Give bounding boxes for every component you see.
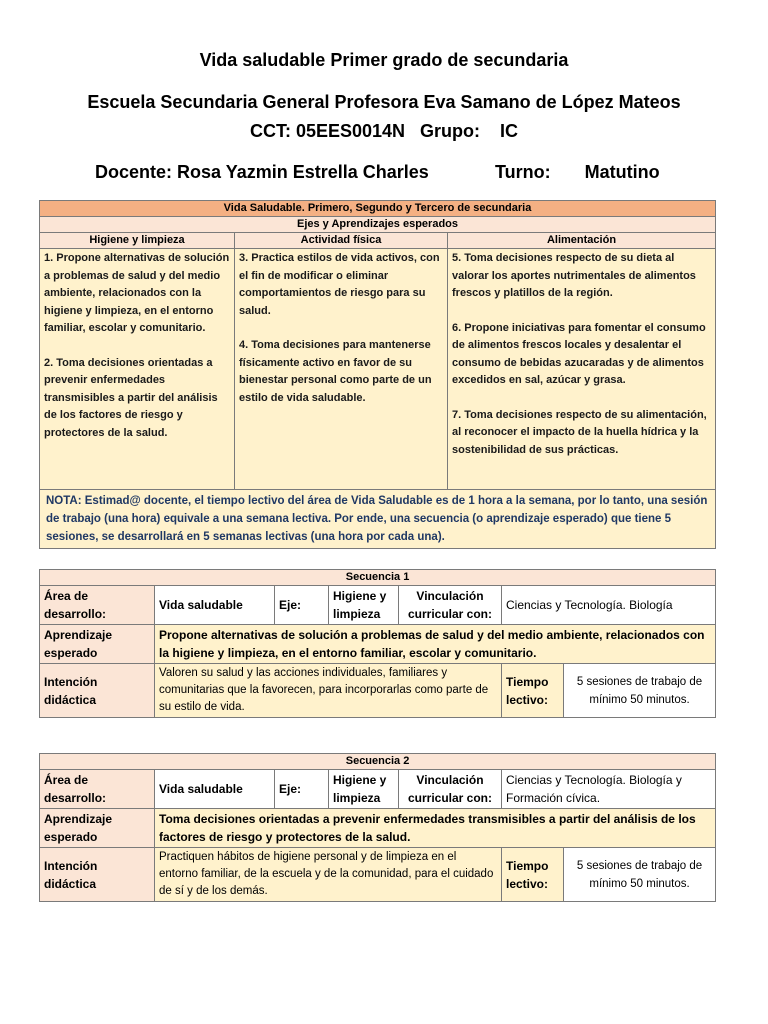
actividad-cell bbox=[235, 249, 448, 490]
aprendizaje-label: Aprendizaje esperado bbox=[40, 809, 155, 848]
area-label: Área de desarrollo: bbox=[40, 586, 155, 625]
turno-line bbox=[495, 162, 660, 183]
intencion-label: Intención didáctica bbox=[40, 848, 155, 902]
overview-title: Vida Saludable. Primero, Segundo y Tercero de secundaria bbox=[40, 201, 716, 217]
overview-table bbox=[39, 200, 716, 549]
higiene-cell bbox=[40, 249, 235, 490]
intencion-value: Valoren su salud y las acciones individuales, familiares y comunitarias que la favorecen, para incorporarlas como parte de su estilo de vida. bbox=[155, 664, 502, 718]
secuencia-title: Secuencia 1 bbox=[40, 570, 716, 586]
column-header-alimentacion: Alimentación bbox=[448, 233, 716, 249]
aprendizaje-value: Toma decisiones orientadas a prevenir enfermedades transmisibles a partir del análisis de los factores de riesgo y protectores de la salud. bbox=[155, 809, 716, 848]
tiempo-label: Tiempo lectivo: bbox=[502, 664, 564, 718]
secuencia-1-table bbox=[39, 569, 716, 718]
secuencia-2-table bbox=[39, 753, 716, 902]
tiempo-value: 5 sesiones de trabajo de mínimo 50 minutos. bbox=[564, 664, 716, 718]
aprendizaje-6: 6. Propone iniciativas para fomentar el consumo de alimentos frescos locales y desalentar el consumo de bebidas azucaradas y de alimentos excedidos en sal, azúcar y grasa. bbox=[452, 321, 706, 386]
docente-line: Docente: Rosa Yazmin Estrella Charles bbox=[95, 162, 429, 182]
aprendizaje-label: Aprendizaje esperado bbox=[40, 625, 155, 664]
intencion-label: Intención didáctica bbox=[40, 664, 155, 718]
aprendizaje-1: 1. Propone alternativas de solución a problemas de salud y del medio ambiente, relacionados con la higiene y limpieza, en el entorno familiar, escolar y comunitario. bbox=[44, 252, 230, 334]
aprendizaje-2: 2. Toma decisiones orientadas a prevenir enfermedades transmisibles a partir del análisis de los factores de riesgo y protectores de la salud. bbox=[44, 356, 218, 439]
turno-value: Matutino bbox=[584, 162, 660, 182]
intencion-value: Practiquen hábitos de higiene personal y de limpieza en el entorno familiar, de la escuela y de la comunidad, para el cuidado de sí y de los demás. bbox=[155, 848, 502, 902]
tiempo-label: Tiempo lectivo: bbox=[502, 848, 564, 902]
eje-value: Higiene y limpieza bbox=[329, 770, 399, 809]
aprendizaje-7: 7. Toma decisiones respecto de su alimentación, al reconocer el impacto de la huella hídrica y la sostenibilidad de sus prácticas. bbox=[452, 408, 707, 456]
nota-note: NOTA: Estimad@ docente, el tiempo lectivo del área de Vida Saludable es de 1 hora a la semana, por lo tanto, una sesión de trabajo (una hora) equivale a una semana lectiva. Por ende, una secuencia (o aprendizaje esperado) que tiene 5 sesiones, se desarrollará en 5 semanas lectivas (una hora por cada una). bbox=[40, 490, 716, 549]
tiempo-value: 5 sesiones de trabajo de mínimo 50 minutos. bbox=[564, 848, 716, 902]
aprendizaje-value: Propone alternativas de solución a problemas de salud y del medio ambiente, relacionados con la higiene y limpieza, en el entorno familiar, escolar y comunitario. bbox=[155, 625, 716, 664]
vinculacion-value: Ciencias y Tecnología. Biología bbox=[502, 586, 716, 625]
aprendizaje-3: 3. Practica estilos de vida activos, con el fin de modificar o eliminar comportamientos de riesgo para su salud. bbox=[239, 252, 440, 317]
turno-label: Turno: bbox=[495, 162, 551, 182]
column-header-actividad: Actividad física bbox=[235, 233, 448, 249]
area-value: Vida saludable bbox=[155, 586, 275, 625]
overview-subtitle: Ejes y Aprendizajes esperados bbox=[40, 217, 716, 233]
eje-label: Eje: bbox=[275, 586, 329, 625]
column-header-higiene: Higiene y limpieza bbox=[40, 233, 235, 249]
alimentacion-cell bbox=[448, 249, 716, 490]
eje-label: Eje: bbox=[275, 770, 329, 809]
aprendizaje-4: 4. Toma decisiones para mantenerse físicamente activo en favor de su bienestar personal como parte de un estilo de vida saludable. bbox=[239, 339, 432, 404]
area-value: Vida saludable bbox=[155, 770, 275, 809]
cct-group-line: CCT: 05EES0014N Grupo: IC bbox=[249, 121, 519, 141]
aprendizaje-5: 5. Toma decisiones respecto de su dieta al valorar los aportes nutrimentales de alimentos frescos y platillos de la región. bbox=[452, 252, 696, 299]
document-title: Vida saludable Primer grado de secundaria bbox=[199, 50, 569, 70]
eje-value: Higiene y limpieza bbox=[329, 586, 399, 625]
secuencia-title: Secuencia 2 bbox=[40, 754, 716, 770]
vinculacion-value: Ciencias y Tecnología. Biología y Formación cívica. bbox=[502, 770, 716, 809]
school-name: Escuela Secundaria General Profesora Eva Samano de López Mateos bbox=[87, 92, 681, 112]
vinculacion-label: Vinculación curricular con: bbox=[399, 770, 502, 809]
area-label: Área de desarrollo: bbox=[40, 770, 155, 809]
vinculacion-label: Vinculación curricular con: bbox=[399, 586, 502, 625]
